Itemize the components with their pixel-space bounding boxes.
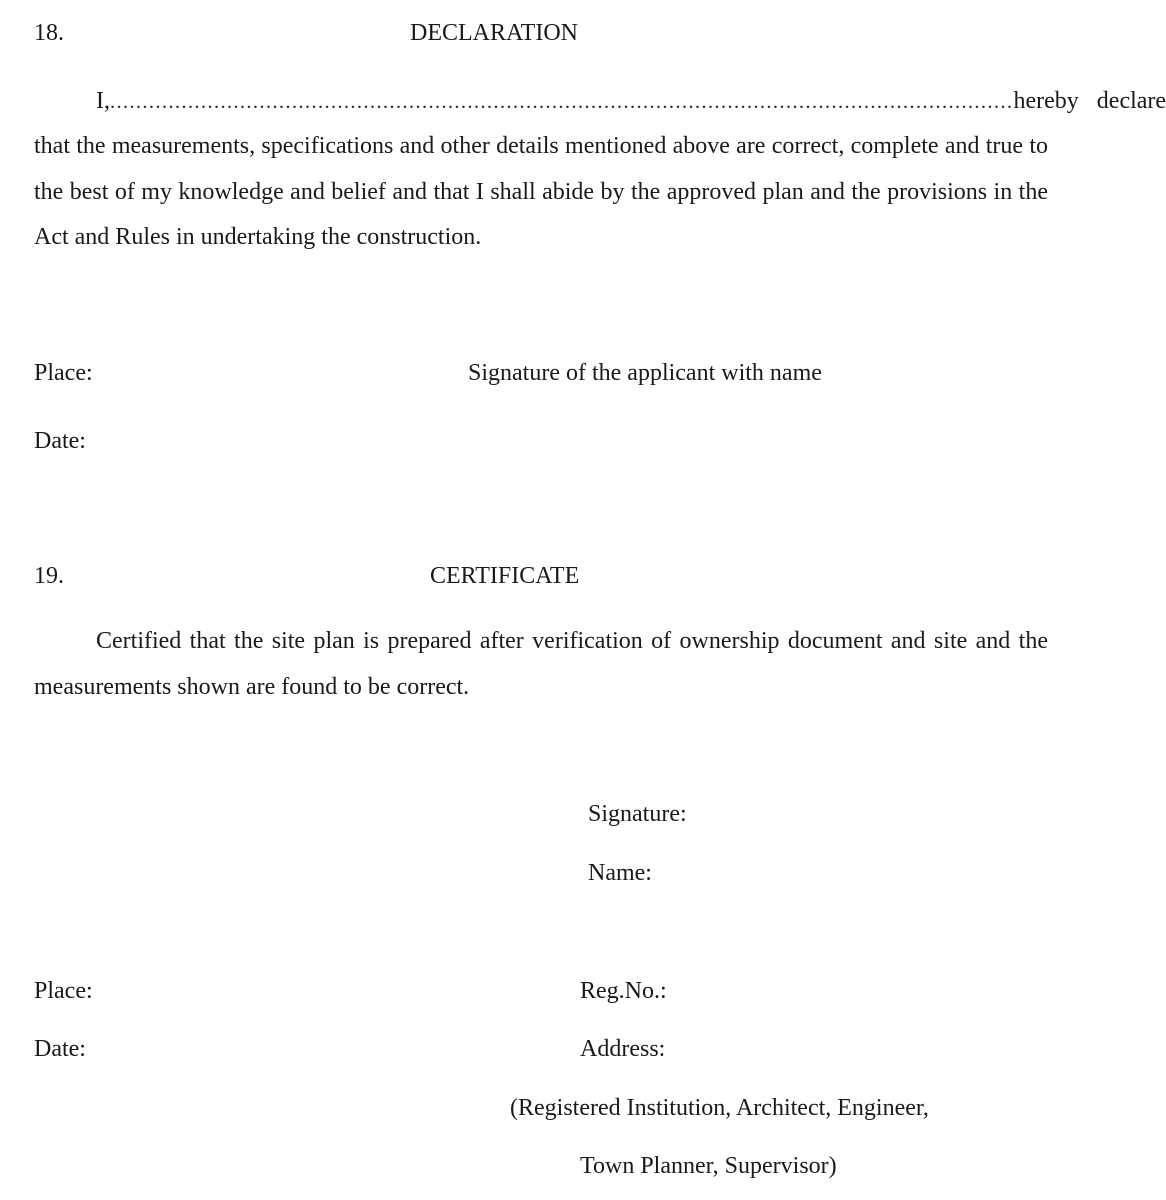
declaration-place-label: Place:	[34, 360, 93, 386]
address-label: Address:	[580, 1036, 666, 1062]
certificate-place-label: Place:	[34, 978, 93, 1004]
certificate-name-label: Name:	[588, 860, 652, 886]
qualification-line-1: (Registered Institution, Architect, Engineer,	[510, 1095, 929, 1121]
declaration-date-label: Date:	[34, 428, 86, 454]
declaration-name-line	[96, 86, 1166, 116]
declaration-heading: DECLARATION	[410, 20, 578, 46]
qualification-line-2: Town Planner, Supervisor)	[580, 1153, 837, 1179]
certificate-date-label: Date:	[34, 1036, 86, 1062]
reg-no-label: Reg.No.:	[580, 978, 667, 1004]
certificate-body	[34, 619, 1048, 710]
certificate-signature-label: Signature:	[588, 801, 687, 827]
declaration-prefix: I,	[96, 88, 110, 114]
name-blank-dots: ...........................................................................................................................................	[110, 91, 1014, 113]
applicant-signature-label: Signature of the applicant with name	[468, 360, 822, 386]
declaration-body: that the measurements, specifications and other details mentioned above are correct, complete and true to the best of my knowledge and belief and that I shall abide by the approved plan and the provisions in the Act and Rules in undertaking the construction.	[34, 133, 1048, 250]
certificate-heading: CERTIFICATE	[430, 563, 580, 589]
certificate-body-text: Certified that the site plan is prepared after verification of ownership document and site and the measurements shown are found to be correct.	[34, 628, 1048, 700]
section-number-18: 18.	[34, 20, 64, 46]
declaration-suffix: hereby declare	[1013, 88, 1166, 114]
section-number-19: 19.	[34, 563, 64, 589]
